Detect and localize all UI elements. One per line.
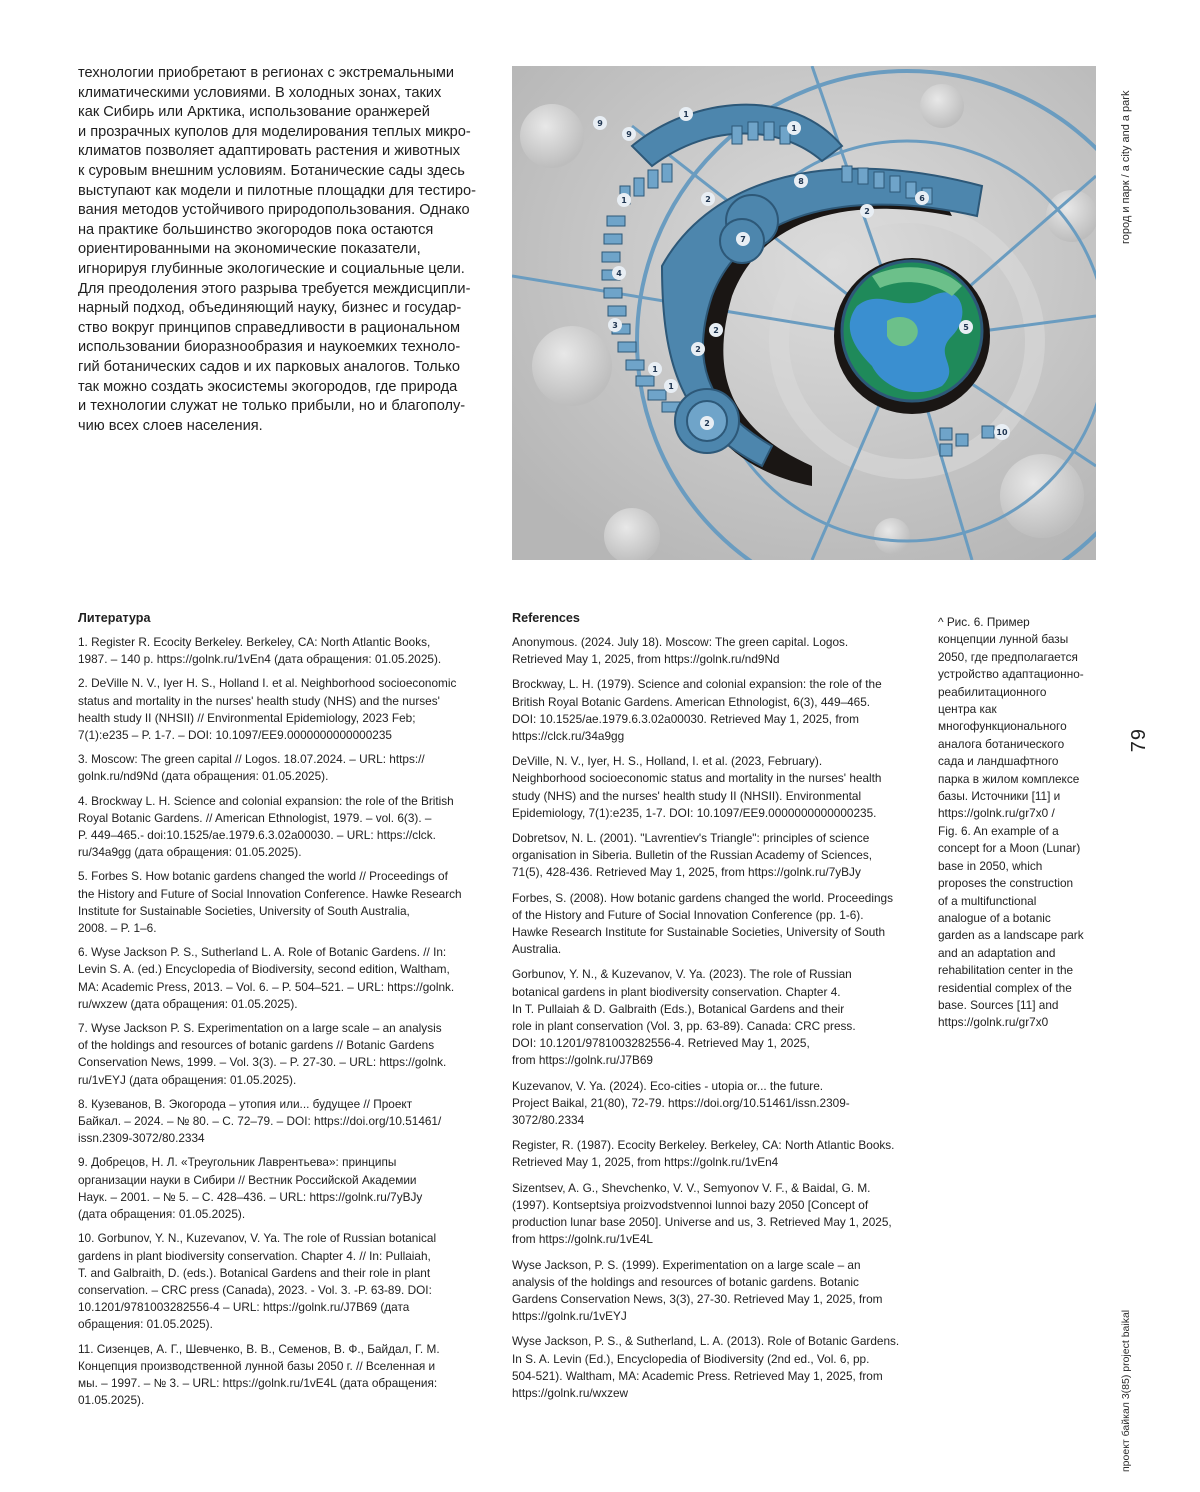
caption-line: residential complex of the [938,980,1072,995]
intro-line: чию всех слоев населения. [78,417,263,434]
intro-line: ориентированными на экономические показатели, [78,241,421,258]
literature-item-line: Royal Botanic Gardens. // American Ethnologist, 1979. – vol. 6(3). – [78,810,432,825]
caption-line: base. Sources [11] and [938,997,1059,1012]
svg-text:2: 2 [704,419,710,428]
caption-line: Fig. 6. An example of a [938,823,1059,838]
reference-item-line: (1997). Kontseptsiya proizvodstvennoi lunnoi bazy 2050 [Concept of [512,1197,869,1212]
caption-line: concept for a Moon (Lunar) [938,841,1081,856]
literature-item-line: Наук. – 2001. – № 5. – С. 428–436. – URL: https://golnk.ru/7yBJy [78,1189,423,1204]
reference-item [512,634,922,668]
literature-item-line: 7. Wyse Jackson P. S. Experimentation on a large scale – an analysis [78,1021,442,1036]
literature-item [78,793,488,862]
literature-item-line: 01.05.2025). [78,1393,145,1408]
literature-item-line: Levin S. A. (ed.) Encyclopedia of Biodiversity, second edition, Waltham, [78,962,450,977]
reference-item-line: 504-521). Waltham, MA: Academic Press. Retrieved May 1, 2025, from [512,1368,883,1383]
intro-line: климатов позволяет адаптировать растения и животных [78,143,461,160]
reference-item [512,890,922,959]
svg-text:8: 8 [798,177,804,186]
intro-line: как Сибирь или Арктика, использование оранжерей [78,104,430,121]
literature-item-line: организации науки в Сибири // Вестник Российской Академии [78,1172,417,1187]
literature-item-line: 7(1):e235 – P. 1-7. – DOI: 10.1097/EE9.0000000000000235 [78,728,392,743]
literature-item-line: 3. Moscow: The green capital // Logos. 18.07.2024. – URL: https:// [78,752,425,767]
svg-text:1: 1 [791,124,797,133]
reference-item-line: Wyse Jackson, P. S., & Sutherland, L. A. (2013). Role of Botanic Gardens. [512,1334,900,1349]
svg-text:1: 1 [668,382,674,391]
literature-item-line: 10. Gorbunov, Y. N., Kuzevanov, V. Ya. The role of Russian botanical [78,1231,437,1246]
intro-line: к суровым внешним условиям. Ботанические сады здесь [78,162,465,179]
caption-line: аналога ботанического [938,736,1065,751]
literature-item-line: 2008. – P. 1–6. [78,921,157,936]
caption-line: ^ Рис. 6. Пример [938,615,1030,629]
literature-item-line: мы. – 1997. – № 3. – URL: https://golnk.ru/1vE4L (дата обращения: [78,1375,438,1390]
intro-line: нарный подход, объединяющий науку, бизнес и государ- [78,300,462,317]
literature-item [78,868,488,937]
references-section [512,610,922,1410]
caption-line: garden as a landscape park [938,928,1084,943]
reference-item-line: In T. Pullaiah & D. Galbraith (Eds.), Botanical Gardens and their [512,1001,845,1016]
literature-section [78,610,488,1416]
literature-item-line: the History and Future of Social Innovation Conference. Hawke Research [78,886,462,901]
reference-item [512,1180,922,1249]
intro-line: и технологии служат не только прибыли, но и благополу- [78,398,466,415]
reference-item-line: from https://golnk.ru/1vE4L [512,1232,653,1247]
literature-item-line: ru/34a9gg (дата обращения: 01.05.2025). [78,845,302,860]
svg-text:6: 6 [919,194,925,203]
reference-item-line: 3072/80.2334 [512,1113,585,1128]
svg-text:1: 1 [683,110,689,119]
literature-item-line: 8. Кузеванов, В. Экогорода – утопия или... будущее // Проект [78,1096,413,1111]
literature-item-line: 1987. – 140 p. https://golnk.ru/1vEn4 (дата обращения: 01.05.2025). [78,652,442,667]
caption-line: and an adaptation and [938,945,1056,960]
svg-text:9: 9 [597,119,603,128]
svg-text:2: 2 [695,345,701,354]
reference-item-line: Anonymous. (2024. July 18). Moscow: The green capital. Logos. [512,635,849,649]
literature-item-line: MA: Academic Press, 2013. – Vol. 6. – P. 504–521. – URL: https://golnk. [78,979,455,994]
svg-text:9: 9 [626,130,632,139]
literature-item [78,634,488,668]
literature-item [78,1341,488,1410]
literature-item-line: 9. Добрецов, Н. Л. «Треугольник Лаврентьева»: принципы [78,1155,397,1170]
reference-item-line: Brockway, L. H. (1979). Science and colonial expansion: the role of the [512,677,882,692]
reference-item [512,1257,922,1326]
reference-item-line: Epidemiology, 7(1):e235, 1-7. DOI: 10.1097/EE9.0000000000000235. [512,805,877,820]
literature-item-line: P. 449–465.- doi:10.1525/ae.1979.6.3.02a00030. – URL: https://clck. [78,828,436,843]
reference-item-line: Kuzevanov, V. Ya. (2024). Eco-cities - utopia or... the future. [512,1078,824,1093]
reference-item [512,1137,922,1171]
intro-line: так можно создать экосистемы экогородов, где природа [78,378,458,395]
literature-item [78,944,488,1013]
caption-line: of a multifunctional [938,893,1037,908]
intro-line: и прозрачных куполов для моделирования теплых микро- [78,123,471,140]
reference-item [512,753,922,822]
reference-item [512,1333,922,1402]
svg-text:10: 10 [996,428,1008,437]
reference-item-line: Retrieved May 1, 2025, from https://golnk.ru/1vEn4 [512,1155,779,1170]
svg-text:3: 3 [612,321,618,330]
literature-item-line: T. and Galbraith, D. (eds.). Botanical Gardens and their role in plant [78,1265,431,1280]
reference-item-line: of the History and Future of Social Innovation Conference (pp. 1-6). [512,907,864,922]
intro-paragraph [78,64,488,436]
intro-line: игнорируя глубинные экологические и социальные цели. [78,260,465,277]
moon-base-plan-illustration [512,66,1096,560]
intro-line: вания методов устойчивого природопользования. Однако [78,202,470,219]
caption-line: 2050, где предполагается [938,649,1078,664]
svg-text:5: 5 [963,323,969,332]
reference-item-line: Dobretsov, N. L. (2001). "Lavrentiev's Triangle": principles of science [512,831,870,846]
reference-item-line: Hawke Research Institute for Sustainable Societies, University of South [512,925,886,940]
literature-item-line: 10.1201/9781003282556-4 – URL: https://golnk.ru/J7B69 (дата [78,1300,410,1315]
caption-line: устройство адаптационно- [938,667,1084,682]
moon-base-figure [512,66,1096,560]
intro-line: гий ботанических садов и их парковых аналогов. Только [78,358,460,375]
literature-item-line: ru/wxzew (дата обращения: 01.05.2025). [78,996,298,1011]
reference-item-line: production lunar base 2050]. Universe and us, 3. Retrieved May 1, 2025, [512,1215,892,1230]
caption-line: proposes the construction [938,876,1074,891]
caption-line: https://golnk.ru/gr7x0 / [938,806,1055,821]
literature-item-line: conservation. – CRC press (Canada), 2023. - Vol. 3. -P. 63-89. DOI: [78,1282,432,1297]
caption-line: концепции лунной базы [938,632,1069,647]
reference-item-line: Retrieved May 1, 2025, from https://golnk.ru/nd9Nd [512,652,780,667]
intro-line: технологии приобретают в регионах с экстремальными [78,65,455,81]
intro-line: выступают как модели и пилотные площадки для тестиро- [78,182,476,199]
reference-item-line: Neighborhood socioeconomic status and mortality in the nurses' health [512,771,882,786]
caption-line: https://golnk.ru/gr7x0 [938,1015,1049,1030]
literature-item-line: Концепция производственной лунной базы 2050 г. // Вселенная и [78,1358,436,1373]
literature-item [78,1020,488,1089]
references-heading: References [512,611,580,625]
literature-item-line: Байкал. – 2024. – № 80. – С. 72–79. – DOI: https://doi.org/10.51461/ [78,1114,442,1129]
literature-item-line: of the holdings and resources of botanic gardens // Botanic Gardens [78,1038,435,1053]
literature-item-line: (дата обращения: 01.05.2025). [78,1207,246,1222]
svg-text:1: 1 [652,365,658,374]
caption-line: парка в жилом комплексе [938,771,1080,786]
reference-item-line: study (NHS) and the nurses' health study II (NHSII). Environmental [512,788,862,803]
literature-item-line: обращения: 01.05.2025). [78,1317,213,1332]
figure-caption [938,614,1098,1032]
literature-item-line: golnk.ru/nd9Nd (дата обращения: 01.05.2025). [78,769,329,784]
literature-item [78,1096,488,1148]
literature-item-line: 11. Сизенцев, А. Г., Шевченко, В. В., Семенов, В. Ф., Байдал, Г. М. [78,1341,440,1356]
intro-line: использовании биоразнообразия и наукоемких техноло- [78,339,461,356]
literature-item [78,751,488,785]
page-number: 79 [1128,728,1150,753]
caption-line: rehabilitation center in the [938,963,1074,978]
reference-item-line: Register, R. (1987). Ecocity Berkeley. Berkeley, CA: North Atlantic Books. [512,1138,895,1153]
literature-item-line: health study II (NHSII) // Environmental Epidemiology, 2023 Feb; [78,710,416,725]
svg-text:1: 1 [621,196,627,205]
literature-item-line: Institute for Sustainable Societies, University of South Australia, [78,903,410,918]
literature-heading: Литература [78,611,151,625]
reference-item-line: Australia. [512,942,562,957]
caption-line: центра как [938,702,997,717]
literature-item [78,675,488,744]
running-title: город и парк / a city and a park [1120,90,1132,244]
literature-item-line: ru/1vEYJ (дата обращения: 01.05.2025). [78,1072,297,1087]
reference-item-line: botanical gardens in plant biodiversity conservation. Chapter 4. [512,984,841,999]
reference-item-line: Wyse Jackson, P. S. (1999). Experimentation on a large scale – an [512,1257,861,1272]
reference-item-line: analysis of the holdings and resources of botanic gardens. Botanic [512,1274,859,1289]
literature-item-line: Conservation News, 1999. – Vol. 3(3). – P. 27-30. – URL: https://golnk. [78,1055,447,1070]
reference-item-line: organisation in Siberia. Bulletin of the Russian Academy of Sciences, [512,848,873,863]
reference-item [512,966,922,1069]
reference-item-line: DeVille, N. V., Iyer, H. S., Holland, I. et al. (2023, February). [512,754,823,769]
reference-item-line: Forbes, S. (2008). How botanic gardens changed the world. Proceedings [512,890,893,905]
literature-item-line: issn.2309-3072/80.2334 [78,1131,205,1146]
svg-text:4: 4 [616,269,622,278]
intro-line: на практике большинство экогородов пока остаются [78,221,434,238]
reference-item-line: 71(5), 428-436. Retrieved May 1, 2025, from https://golnk.ru/7yBJy [512,865,861,880]
caption-line: analogue of a botanic [938,910,1051,925]
caption-line: base in 2050, which [938,858,1043,873]
literature-item [78,1154,488,1223]
reference-item-line: In S. A. Levin (Ed.), Encyclopedia of Biodiversity (2nd ed., Vol. 6, pp. [512,1351,870,1366]
reference-item-line: British Royal Botanic Gardens. American Ethnologist, 6(3), 449–465. [512,694,871,709]
svg-text:2: 2 [705,195,711,204]
reference-item-line: role in plant conservation (Vol. 3, pp. 63-89). Canada: CRC press. [512,1019,856,1034]
references-list [512,634,922,1402]
literature-item-line: 5. Forbes S. How botanic gardens changed the world // Proceedings of [78,869,448,884]
reference-item [512,676,922,745]
svg-text:7: 7 [740,235,746,244]
reference-item-line: https://golnk.ru/wxzew [512,1385,629,1400]
botanic-garden-dome [834,258,990,414]
reference-item [512,830,922,882]
reference-item-line: DOI: 10.1201/9781003282556-4. Retrieved May 1, 2025, [512,1036,810,1051]
svg-text:2: 2 [864,207,870,216]
literature-item [78,1230,488,1333]
literature-item-line: gardens in plant biodiversity conservation. Chapter 4. // In: Pullaiah, [78,1248,431,1263]
reference-item-line: Gardens Conservation News, 3(3), 27-30. Retrieved May 1, 2025, from [512,1291,883,1306]
reference-item-line: DOI: 10.1525/ae.1979.6.3.02a00030. Retrieved May 1, 2025, from [512,711,859,726]
caption-line: реабилитационного [938,684,1047,699]
reference-item-line: Project Baikal, 21(80), 72-79. https://doi.org/10.51461/issn.2309- [512,1095,850,1110]
reference-item-line: https://clck.ru/34a9gg [512,729,625,744]
journal-footer: проект байкал 3(85) project baikal [1120,1309,1132,1472]
reference-item-line: Gorbunov, Y. N., & Kuzevanov, V. Ya. (2023). The role of Russian [512,967,852,982]
svg-text:2: 2 [713,326,719,335]
literature-item-line: 4. Brockway L. H. Science and colonial expansion: the role of the British [78,793,454,808]
reference-item-line: https://golnk.ru/1vEYJ [512,1309,627,1324]
intro-line: климатическими условиями. В холодных зонах, таких [78,84,442,101]
literature-item-line: 2. DeVille N. V., Iyer H. S., Holland I. et al. Neighborhood socioeconomic [78,676,457,691]
literature-list [78,634,488,1409]
caption-line: многофункционального [938,719,1067,734]
literature-item-line: 6. Wyse Jackson P. S., Sutherland L. A. Role of Botanic Gardens. // In: [78,945,447,960]
intro-line: Для преодоления этого разрыва требуется междисципли- [78,280,471,297]
literature-item-line: 1. Register R. Ecocity Berkeley. Berkeley, CA: North Atlantic Books, [78,635,431,649]
reference-item-line: Sizentsev, A. G., Shevchenko, V. V., Semyonov V. F., & Baidal, G. M. [512,1180,871,1195]
literature-item-line: status and mortality in the nurses' health study (NHS) and the nurses' [78,693,440,708]
caption-line: базы. Источники [11] и [938,789,1061,804]
intro-line: ство вокруг принципов справедливости в рациональном [78,319,461,336]
caption-line: сада и ландшафтного [938,754,1059,769]
reference-item-line: from https://golnk.ru/J7B69 [512,1053,653,1068]
reference-item [512,1078,922,1130]
